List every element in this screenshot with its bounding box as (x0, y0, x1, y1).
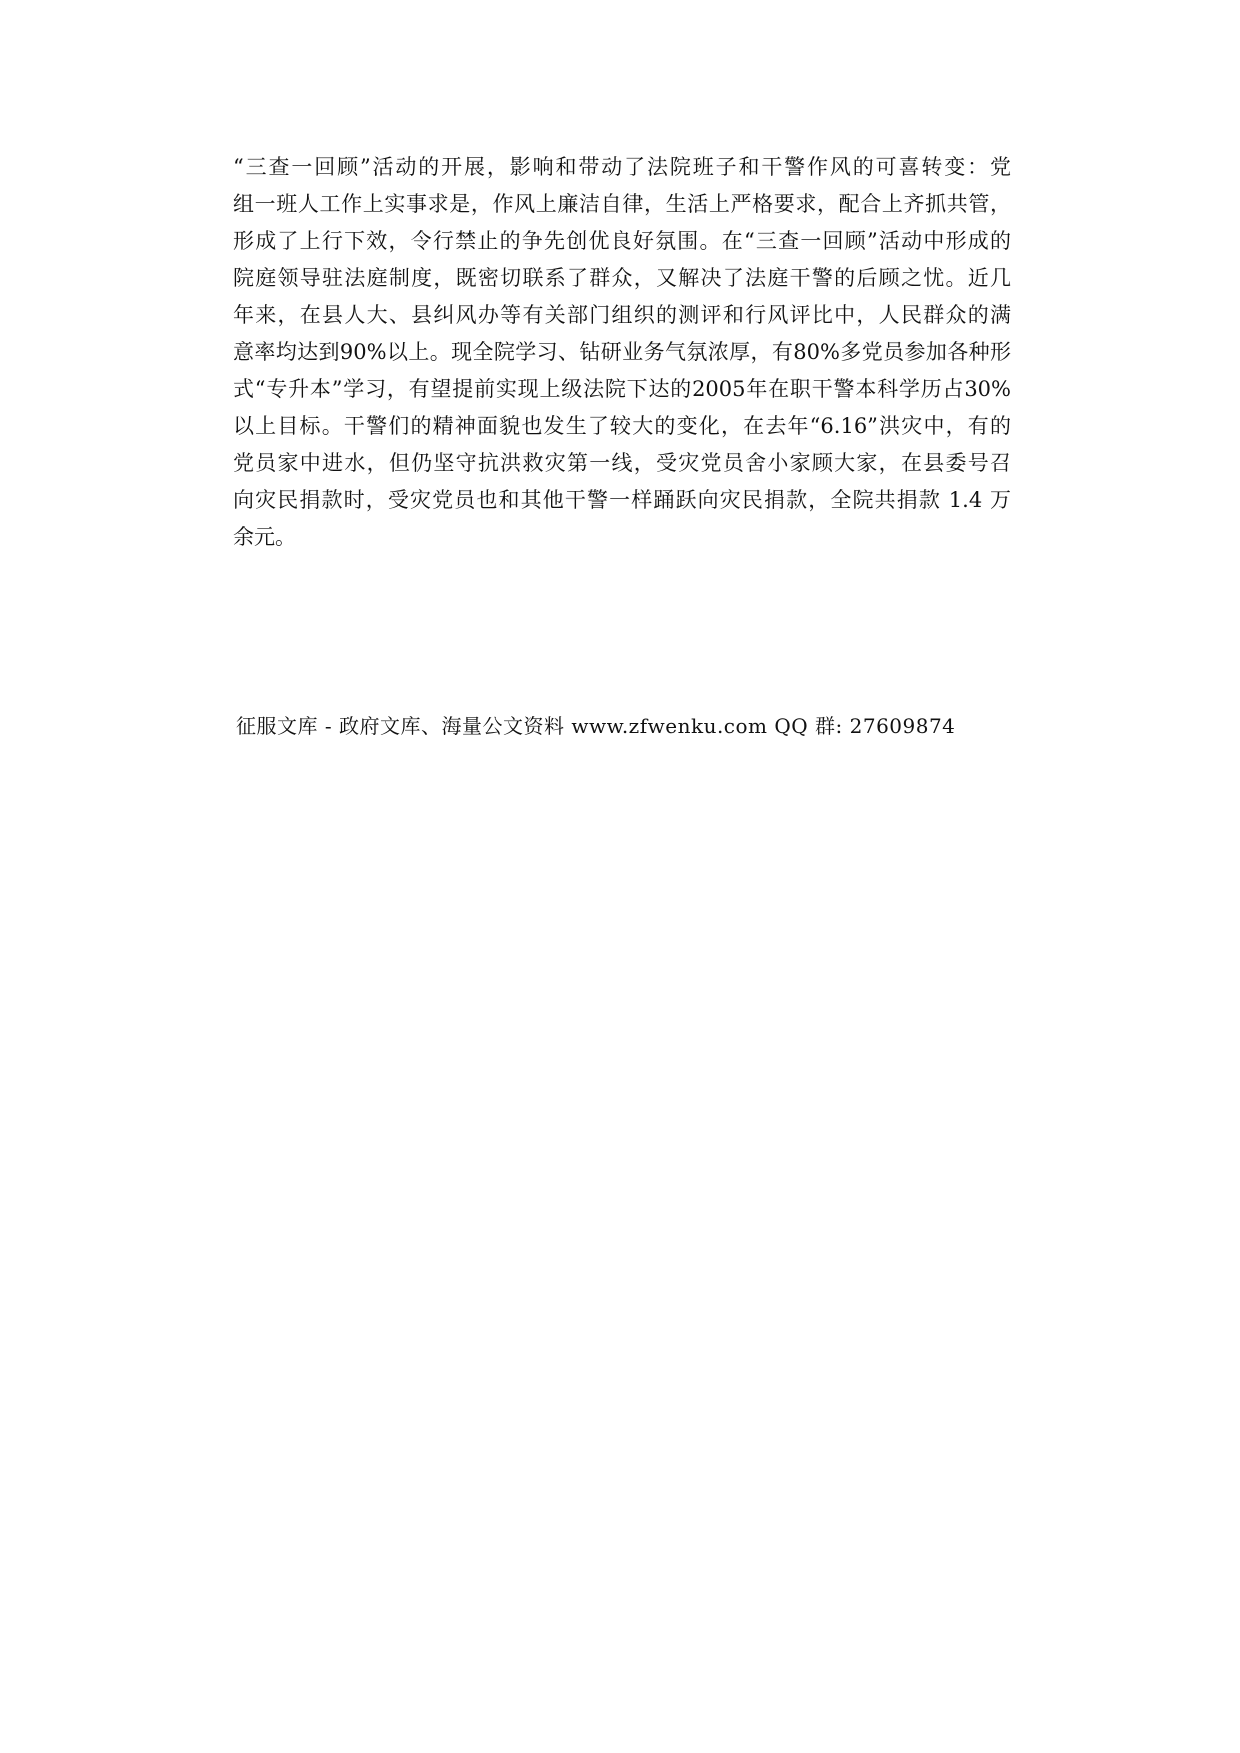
paragraph-line: 以上目标。干警们的精神面貌也发生了较大的变化，在去年“6.16”洪灾中，有的 (233, 414, 1011, 438)
paragraph-line: “三查一回顾”活动的开展，影响和带动了法院班子和干警作风的可喜转变：党 (233, 155, 1011, 179)
body-paragraph (233, 149, 1011, 556)
paragraph-line: 形成了上行下效，令行禁止的争先创优良好氛围。在“三查一回顾”活动中形成的 (233, 229, 1011, 253)
footer-source-line: 征服文库 - 政府文库、海量公文资料 www.zfwenku.com QQ 群: 27609874 (236, 714, 956, 738)
paragraph-line: 院庭领导驻法庭制度，既密切联系了群众，又解决了法庭干警的后顾之忧。近几 (233, 266, 1011, 290)
paragraph-line: 组一班人工作上实事求是，作风上廉洁自律，生活上严格要求，配合上齐抓共管， (233, 192, 1011, 216)
paragraph-line: 年来，在县人大、县纠风办等有关部门组织的测评和行风评比中，人民群众的满 (233, 303, 1011, 327)
paragraph-line: 余元。 (233, 525, 296, 549)
paragraph-line: 向灾民捐款时，受灾党员也和其他干警一样踊跃向灾民捐款，全院共捐款 1.4 万 (233, 488, 1011, 512)
paragraph-line: 式“专升本”学习，有望提前实现上级法院下达的2005年在职干警本科学历占30% (233, 377, 1011, 401)
paragraph-line: 意率均达到90%以上。现全院学习、钻研业务气氛浓厚，有80%多党员参加各种形 (233, 340, 1011, 364)
paragraph-line: 党员家中进水，但仍坚守抗洪救灾第一线，受灾党员舍小家顾大家，在县委号召 (233, 451, 1011, 475)
